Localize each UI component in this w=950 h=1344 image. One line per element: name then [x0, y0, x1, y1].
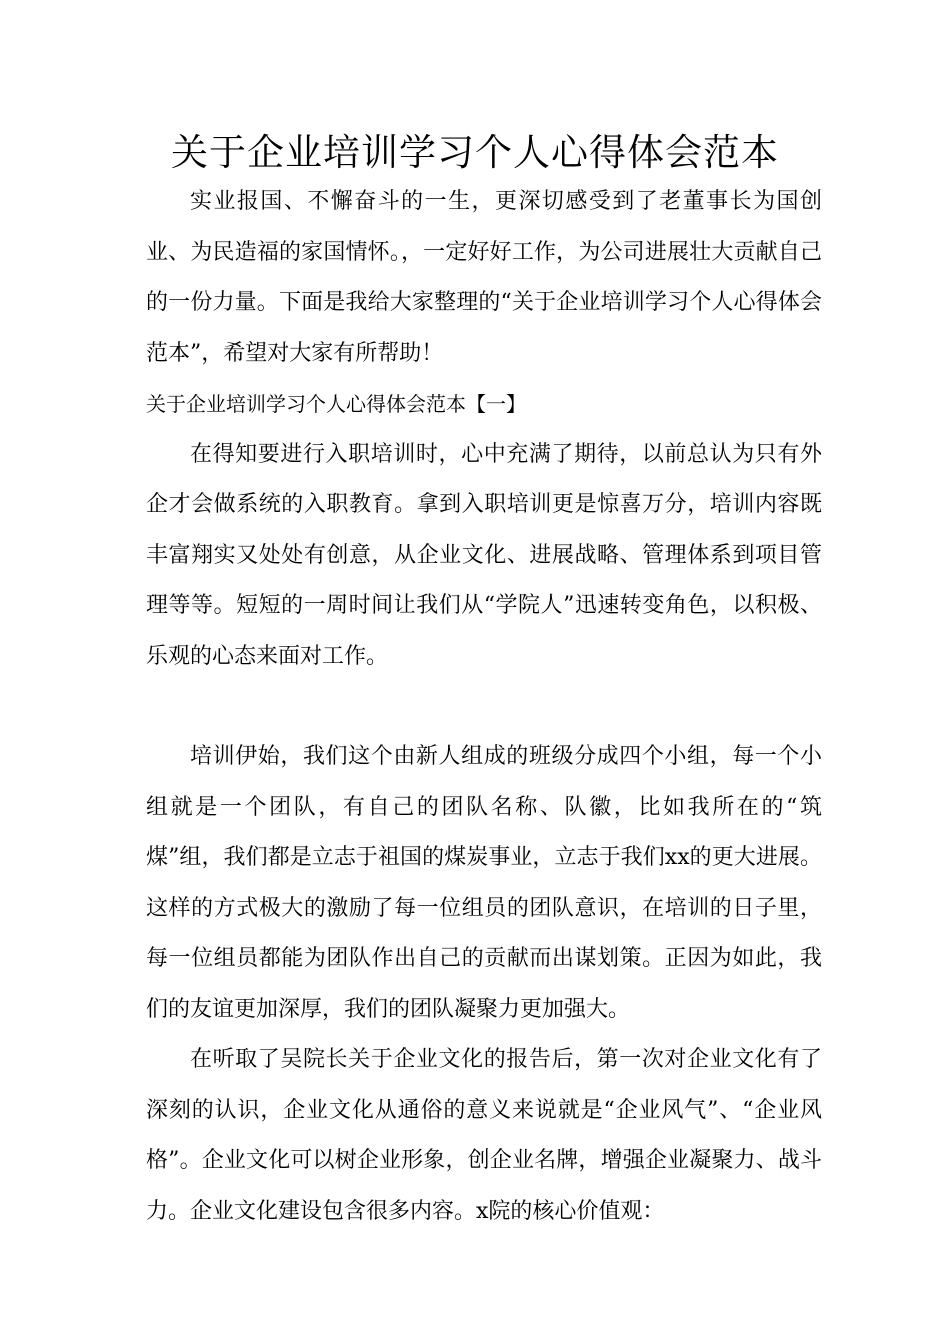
body-paragraph-3: 在听取了吴院长关于企业文化的报告后，第一次对企业文化有了深刻的认识，企业文化从通俗的意义来说就是“企业风气”、“企业风格”。企业文化可以树企业形象，创企业名牌，增强企业凝聚力、战斗力。企业文化建设包含很多内容。x院的核心价值观：: [146, 1047, 822, 1224]
intro-paragraph: 实业报国、不懈奋斗的一生，更深切感受到了老董事长为国创业、为民造福的家国情怀。，一定好好工作，为公司进展壮大贡献自己的一份力量。下面是我给大家整理的“关于企业培训学习个人心得体会范本”，希望对大家有所帮助！: [146, 189, 822, 366]
paragraph-spacer: [146, 682, 822, 732]
document-title: 关于企业培训学习个人心得体会范本: [171, 131, 779, 174]
document-body: [146, 177, 822, 1237]
section-heading: 关于企业培训学习个人心得体会范本【一】: [146, 392, 526, 416]
body-paragraph-1: 在得知要进行入职培训时，心中充满了期待，以前总认为只有外企才会做系统的入职教育。拿到入职培训更是惊喜万分，培训内容既丰富翔实又处处有创意，从企业文化、进展战略、管理体系到项目管理等等。短短的一周时间让我们从“学院人”迅速转变角色，以积极、乐观的心态来面对工作。: [146, 441, 822, 669]
body-paragraph-2: 培训伊始，我们这个由新人组成的班级分成四个小组，每一个小组就是一个团队，有自己的团队名称、队徽，比如我所在的“筑煤”组，我们都是立志于祖国的煤炭事业，立志于我们xx的更大进展。这样的方式极大的激励了每一位组员的团队意识，在培训的日子里，每一位组员都能为团队作出自己的贡献而出谋划策。正因为如此，我们的友谊更加深厚，我们的团队凝聚力更加强大。: [146, 744, 822, 1022]
